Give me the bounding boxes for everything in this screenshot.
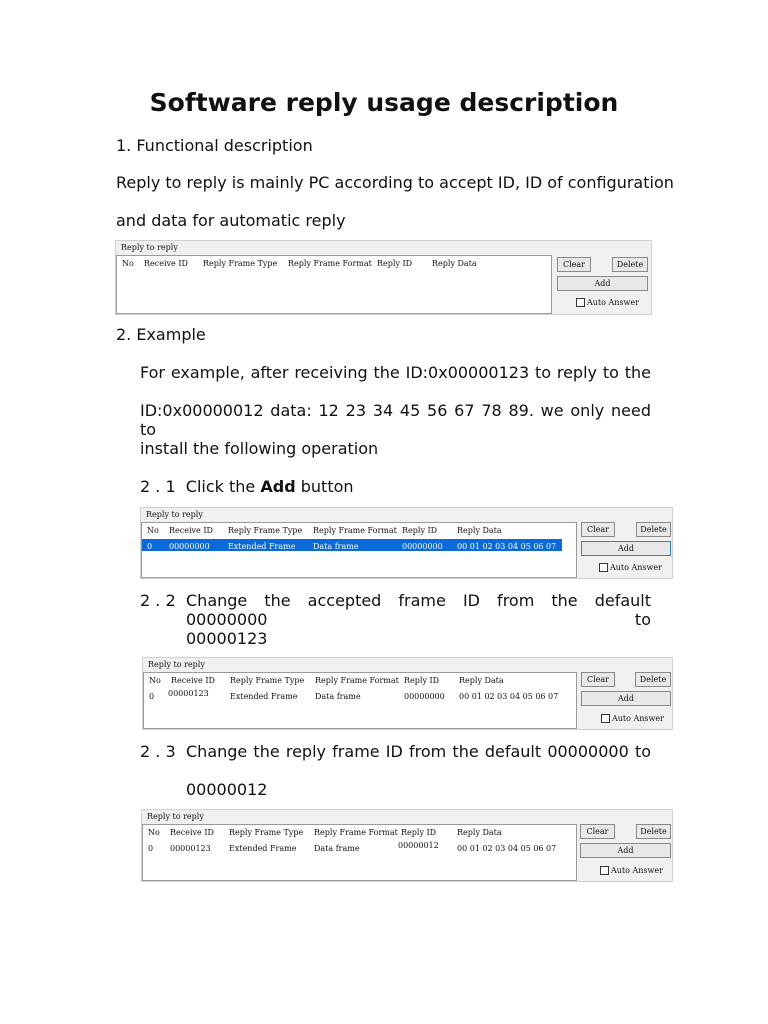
col-receive-id: Receive ID bbox=[171, 676, 215, 685]
auto-answer-label: Auto Answer bbox=[610, 563, 662, 572]
step-number: 2 . 1 bbox=[140, 477, 176, 496]
checkbox-box[interactable] bbox=[576, 298, 585, 307]
cell-receive-id: 00000000 bbox=[169, 542, 210, 551]
section-heading-example: 2. Example bbox=[116, 325, 206, 344]
list-header bbox=[143, 825, 576, 839]
reply-list[interactable] bbox=[142, 824, 577, 881]
delete-button[interactable]: Delete bbox=[636, 522, 671, 537]
step-2-2-number: 2 . 2 bbox=[140, 591, 176, 610]
cell-frame-format: Data frame bbox=[313, 542, 359, 551]
col-reply-frame-type: Reply Frame Type bbox=[230, 676, 305, 685]
panel-caption: Reply to reply bbox=[146, 510, 203, 519]
col-reply-frame-format: Reply Frame Format bbox=[288, 259, 372, 268]
list-header bbox=[117, 256, 551, 270]
reply-list[interactable] bbox=[116, 255, 552, 314]
auto-answer-checkbox[interactable] bbox=[600, 866, 663, 875]
step-2-3-number: 2 . 3 bbox=[140, 742, 176, 761]
col-no: No bbox=[122, 259, 134, 268]
col-reply-id: Reply ID bbox=[404, 676, 440, 685]
panel-caption: Reply to reply bbox=[148, 660, 205, 669]
cell-frame-format: Data frame bbox=[315, 692, 361, 701]
cell-reply-data: 00 01 02 03 04 05 06 07 bbox=[457, 844, 557, 853]
table-row[interactable] bbox=[144, 689, 576, 701]
clear-button[interactable]: Clear bbox=[581, 672, 615, 687]
step-2-2-line-1: Change the accepted frame ID from the default 00000000 to bbox=[186, 591, 651, 629]
delete-button[interactable]: Delete bbox=[635, 672, 671, 687]
auto-answer-checkbox[interactable] bbox=[576, 298, 639, 307]
step-2-1 bbox=[140, 477, 354, 496]
col-no: No bbox=[147, 526, 159, 535]
add-button[interactable]: Add bbox=[581, 691, 671, 706]
checkbox-box[interactable] bbox=[599, 563, 608, 572]
page-title: Software reply usage description bbox=[149, 88, 619, 117]
reply-list[interactable] bbox=[143, 672, 577, 729]
cell-reply-id-editing[interactable]: 00000012 bbox=[398, 841, 439, 850]
list-header bbox=[142, 523, 576, 537]
list-header bbox=[144, 673, 576, 687]
description-line-2: and data for automatic reply bbox=[116, 211, 346, 230]
cell-no: 0 bbox=[149, 692, 155, 701]
step-2-3-line-1: Change the reply frame ID from the default 00000000 to bbox=[186, 742, 651, 761]
add-button[interactable]: Add bbox=[557, 276, 648, 291]
table-row[interactable] bbox=[142, 539, 562, 551]
reply-list[interactable] bbox=[141, 522, 577, 578]
example-line-3: install the following operation bbox=[140, 439, 379, 458]
checkbox-box[interactable] bbox=[601, 714, 610, 723]
col-reply-data: Reply Data bbox=[432, 259, 477, 268]
cell-frame-type: Extended Frame bbox=[228, 542, 296, 551]
section-heading-functional: 1. Functional description bbox=[116, 136, 313, 155]
cell-frame-type: Extended Frame bbox=[229, 844, 297, 853]
cell-frame-type: Extended Frame bbox=[230, 692, 298, 701]
col-no: No bbox=[149, 676, 161, 685]
col-reply-id: Reply ID bbox=[377, 259, 413, 268]
auto-answer-checkbox[interactable] bbox=[601, 714, 664, 723]
reply-panel-screenshot-1 bbox=[115, 240, 652, 315]
cell-receive-id: 00000123 bbox=[170, 844, 211, 853]
cell-reply-id: 00000000 bbox=[404, 692, 445, 701]
clear-button[interactable]: Clear bbox=[580, 824, 615, 839]
auto-answer-checkbox[interactable] bbox=[599, 563, 662, 572]
col-reply-frame-type: Reply Frame Type bbox=[228, 526, 303, 535]
example-line-1: For example, after receiving the ID:0x00000123 to reply to the bbox=[140, 363, 651, 382]
cell-receive-id-editing[interactable]: 00000123 bbox=[168, 689, 209, 698]
clear-button[interactable]: Clear bbox=[557, 257, 591, 272]
delete-button[interactable]: Delete bbox=[636, 824, 671, 839]
col-reply-data: Reply Data bbox=[459, 676, 504, 685]
table-row[interactable] bbox=[143, 841, 576, 853]
cell-no: 0 bbox=[148, 844, 154, 853]
step-prefix: Click the bbox=[185, 477, 256, 496]
reply-panel-screenshot-3 bbox=[142, 657, 673, 730]
panel-caption: Reply to reply bbox=[147, 812, 204, 821]
cell-reply-id: 00000000 bbox=[402, 542, 443, 551]
col-reply-data: Reply Data bbox=[457, 828, 502, 837]
col-reply-id: Reply ID bbox=[402, 526, 438, 535]
example-line-2: ID:0x00000012 data: 12 23 34 45 56 67 78 89. we only need to bbox=[140, 401, 651, 439]
step-2-3-line-2: 00000012 bbox=[186, 780, 268, 799]
col-receive-id: Receive ID bbox=[144, 259, 188, 268]
clear-button[interactable]: Clear bbox=[581, 522, 615, 537]
cell-reply-data: 00 01 02 03 04 05 06 07 bbox=[457, 542, 557, 551]
delete-button[interactable]: Delete bbox=[612, 257, 648, 272]
cell-frame-format: Data frame bbox=[314, 844, 360, 853]
step-suffix: button bbox=[300, 477, 354, 496]
col-reply-data: Reply Data bbox=[457, 526, 502, 535]
step-2-2-line-2: 00000123 bbox=[186, 629, 268, 648]
cell-reply-data: 00 01 02 03 04 05 06 07 bbox=[459, 692, 559, 701]
add-button[interactable]: Add bbox=[580, 843, 671, 858]
reply-panel-screenshot-2 bbox=[140, 507, 673, 579]
col-reply-frame-format: Reply Frame Format bbox=[315, 676, 399, 685]
col-reply-id: Reply ID bbox=[401, 828, 437, 837]
description-line-1: Reply to reply is mainly PC according to accept ID, ID of configuration bbox=[116, 173, 674, 192]
add-button[interactable]: Add bbox=[581, 541, 671, 556]
step-bold-add: Add bbox=[260, 477, 296, 496]
col-reply-frame-type: Reply Frame Type bbox=[203, 259, 278, 268]
reply-panel-screenshot-4 bbox=[141, 809, 673, 882]
col-reply-frame-type: Reply Frame Type bbox=[229, 828, 304, 837]
col-reply-frame-format: Reply Frame Format bbox=[314, 828, 398, 837]
panel-caption: Reply to reply bbox=[121, 243, 178, 252]
col-receive-id: Receive ID bbox=[170, 828, 214, 837]
col-receive-id: Receive ID bbox=[169, 526, 213, 535]
checkbox-box[interactable] bbox=[600, 866, 609, 875]
col-reply-frame-format: Reply Frame Format bbox=[313, 526, 397, 535]
auto-answer-label: Auto Answer bbox=[611, 866, 663, 875]
col-no: No bbox=[148, 828, 160, 837]
auto-answer-label: Auto Answer bbox=[587, 298, 639, 307]
cell-no: 0 bbox=[147, 542, 153, 551]
auto-answer-label: Auto Answer bbox=[612, 714, 664, 723]
